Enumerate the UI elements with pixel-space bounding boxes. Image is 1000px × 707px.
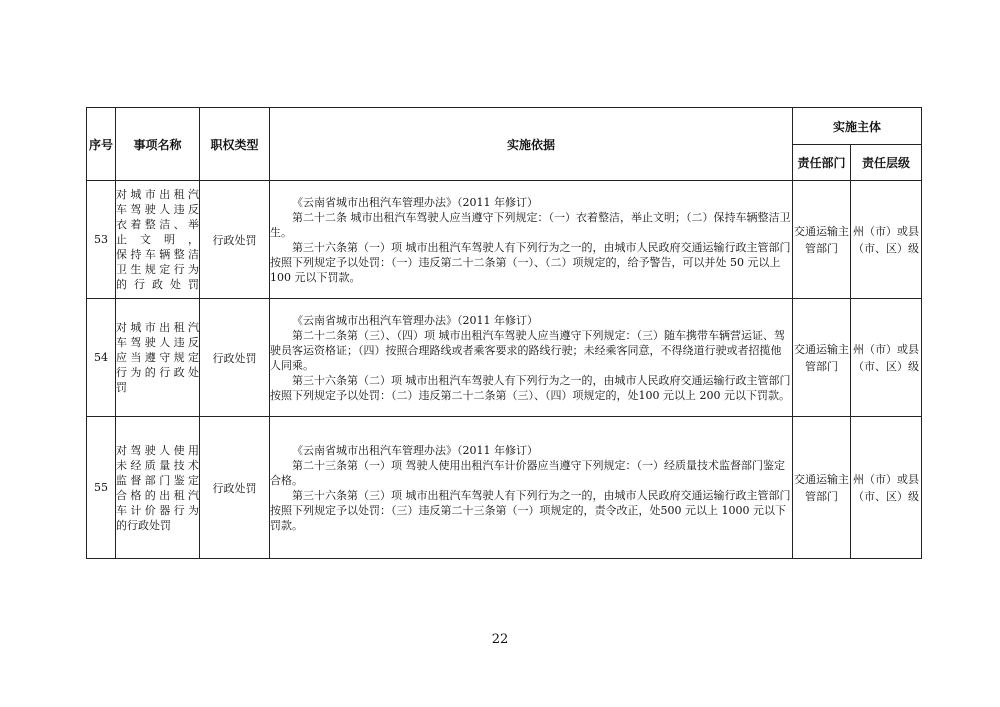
responsible-dept: 交通运输主管部门 [793,417,851,559]
page-number: 22 [491,632,509,647]
header-dept: 责任部门 [793,145,851,181]
enforcement-table [86,107,922,559]
header-item-name: 事项名称 [116,108,200,181]
item-name: 对驾驶人使用 未经质量技术 监督部门鉴定 合格的出租汽 车计价器行为 的行政处罚 [116,417,200,559]
responsible-level: 州（市）或县（市、区）级 [851,417,922,559]
row-number: 55 [87,417,116,559]
header-seq: 序号 [87,108,116,181]
header-row-1 [87,108,922,145]
basis-text: 《云南省城市出租汽车管理办法》（2011 年修订） 第二十二条 城市出租汽车驾驶人应当遵守下列规定：（一）衣着整洁，举止文明；（二）保持车辆整洁卫生。 第三十六条第（一）项 城市出租汽车驾驶人有下列行为之一的，由城市人民政府交通运输行政主管部门按照下列规定予以处罚：（一）违反第二十二条第（一）、（二）项规定的，给予警告，可以并处 50 元以上 100 元以下罚款。 [270,181,793,299]
power-type: 行政处罚 [200,181,270,299]
header-level: 责任层级 [851,145,922,181]
row-number: 53 [87,181,116,299]
power-type: 行政处罚 [200,417,270,559]
responsible-dept: 交通运输主管部门 [793,299,851,417]
header-basis: 实施依据 [270,108,793,181]
item-name: 对城市出租汽 车驾驶人违反 衣着整洁、举 止文明， 保持车辆整洁 卫生规定行为 的行政处罚 [116,181,200,299]
table-row [87,417,922,559]
power-type: 行政处罚 [200,299,270,417]
responsible-dept: 交通运输主管部门 [793,181,851,299]
table-row [87,299,922,417]
header-subject: 实施主体 [793,108,922,145]
responsible-level: 州（市）或县（市、区）级 [851,299,922,417]
item-name: 对城市出租汽 车驾驶人违反 应当遵守规定 行为的行政处 罚 [116,299,200,417]
responsible-level: 州（市）或县（市、区）级 [851,181,922,299]
basis-text: 《云南省城市出租汽车管理办法》（2011 年修订） 第二十二条第（三）、（四）项 城市出租汽车驾驶人应当遵守下列规定：（三）随车携带车辆营运证、驾驶员客运资格证；（四）按照合理路线或者乘客要求的路线行驶；未经乘客同意，不得绕道行驶或者招揽他人同乘。 第三十六条第（二）项 城市出租汽车驾驶人有下列行为之一的，由城市人民政府交通运输行政主管部门按照下列规定予以处罚：（二）违反第二十二条第（三）、（四）项规定的，处100 元以上 200 元以下罚款。 [270,299,793,417]
table-row [87,181,922,299]
row-number: 54 [87,299,116,417]
basis-text: 《云南省城市出租汽车管理办法》（2011 年修订） 第二十三条第（一）项 驾驶人使用出租汽车计价器应当遵守下列规定：（一）经质量技术监督部门鉴定合格。 第三十六条第（三）项 城市出租汽车驾驶人有下列行为之一的，由城市人民政府交通运输行政主管部门按照下列规定予以处罚：（三）违反第二十三条第（一）项规定的，责令改正，处500 元以上 1000 元以下罚款。 [270,417,793,559]
header-power-type: 职权类型 [200,108,270,181]
